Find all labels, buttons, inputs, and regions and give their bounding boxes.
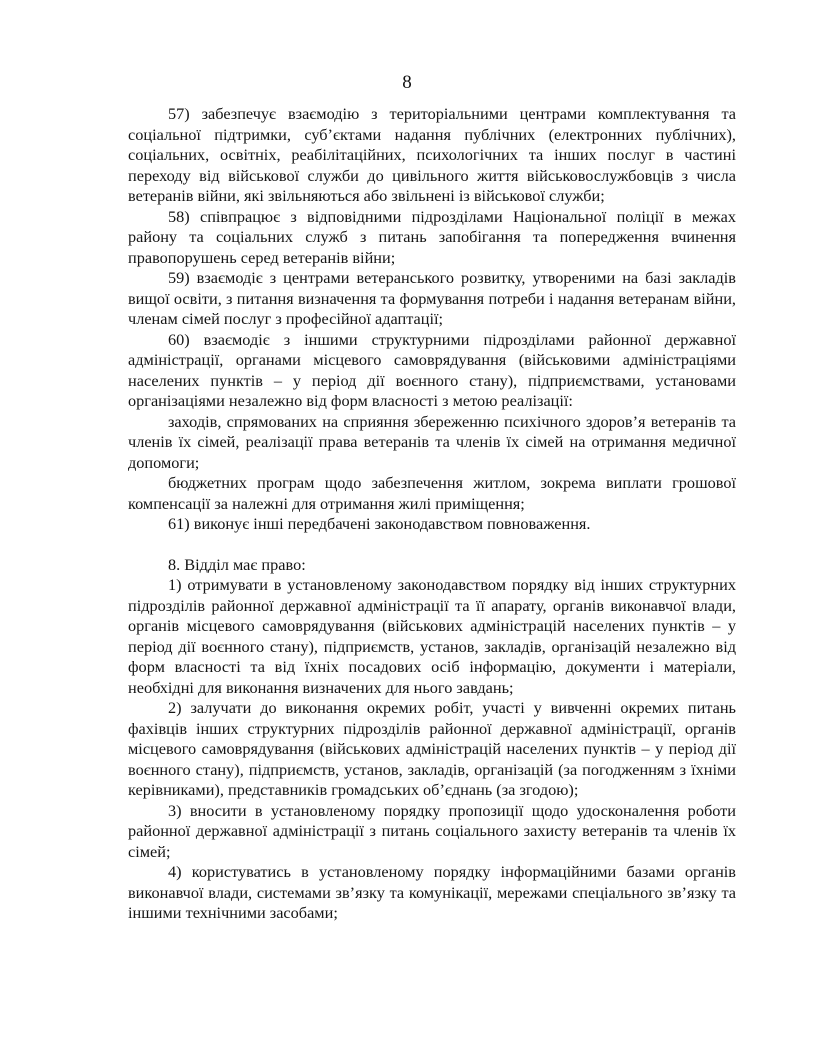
paragraph-60-item-housing: бюджетних програм щодо забезпечення житлом, зокрема виплати грошової компенсації за належні для отримання жилі приміщення; xyxy=(128,473,736,513)
paragraph-58: 58) співпрацює з відповідними підрозділами Національної поліції в межах району та соціальних служб з питань запобігання та попередження вчинення правопорушень серед ветеранів війни; xyxy=(128,206,736,267)
section-gap xyxy=(128,535,736,555)
paragraph-61: 61) виконує інші передбачені законодавством повноваження. xyxy=(168,514,591,533)
right-2: 2) залучати до виконання окремих робіт, участі у вивченні окремих питань фахівців інших структурних підрозділів районної державної адміністрації, органів місцевого самоврядування (військових адміністрацій населених пунктів – у період дії воєнного стану), підприємств, установ, закладів, організацій (за погодженням з їхніми керівниками), представників громадських об’єднань (за згодою); xyxy=(128,698,736,799)
paragraph-60: 60) взаємодіє з іншими структурними підрозділами районної державної адміністрації, органами місцевого самоврядування (військовими адміністраціями населених пунктів – у період дії воєнного стану), підприємствами, установами організаціями незалежно від форм власності з метою реалізації: xyxy=(128,329,736,410)
paragraph-60-item-health: заходів, спрямованих на сприяння збереженню психічного здоров’я ветеранів та членів їх сімей, реалізації права ветеранів та членів їх сімей на отримання медичної допомоги; xyxy=(128,411,736,472)
page-number: 8 xyxy=(402,72,412,93)
paragraph-59: 59) взаємодіє з центрами ветеранського розвитку, утвореними на базі закладів вищої освіти, з питання визначення та формування потреби і надання ветеранам війни, членам сімей послуг з професійної адаптації; xyxy=(128,268,736,328)
paragraph-57: 57) забезпечує взаємодію з територіальними центрами комплектування та соціальної підтримки, суб’єктами надання публічних (електронних публічних), соціальних, освітніх, реабілітаційних, психологічних та інших послуг в частині переходу від військової служби до цивільного життя військовослужбовців з числа ветеранів війни, які звільняються або звільнені із військової служби; xyxy=(128,104,736,205)
document-body xyxy=(128,104,736,924)
section-8-heading: 8. Відділ має право: xyxy=(168,554,306,574)
right-4: 4) користуватись в установленому порядку інформаційними базами органів виконавчої влади, системами зв’язку та комунікації, мережами спеціального зв’язку та іншими технічними засобами; xyxy=(128,862,736,922)
right-1: 1) отримувати в установленому законодавством порядку від інших структурних підрозділів районної державної адміністрації та її апарату, органів виконавчої влади, органів місцевого самоврядування (військових адміністрацій населених пунктів – у період дії воєнного стану), підприємств, установ, закладів, організацій незалежно від форм власності та від їхніх посадових осіб інформацію, документи і матеріали, необхідні для виконання визначених для нього завдань; xyxy=(128,575,736,697)
right-3: 3) вносити в установленому порядку пропозиції щодо удосконалення роботи районної державної адміністрації з питань соціального захисту ветеранів та членів їх сімей; xyxy=(128,800,736,861)
